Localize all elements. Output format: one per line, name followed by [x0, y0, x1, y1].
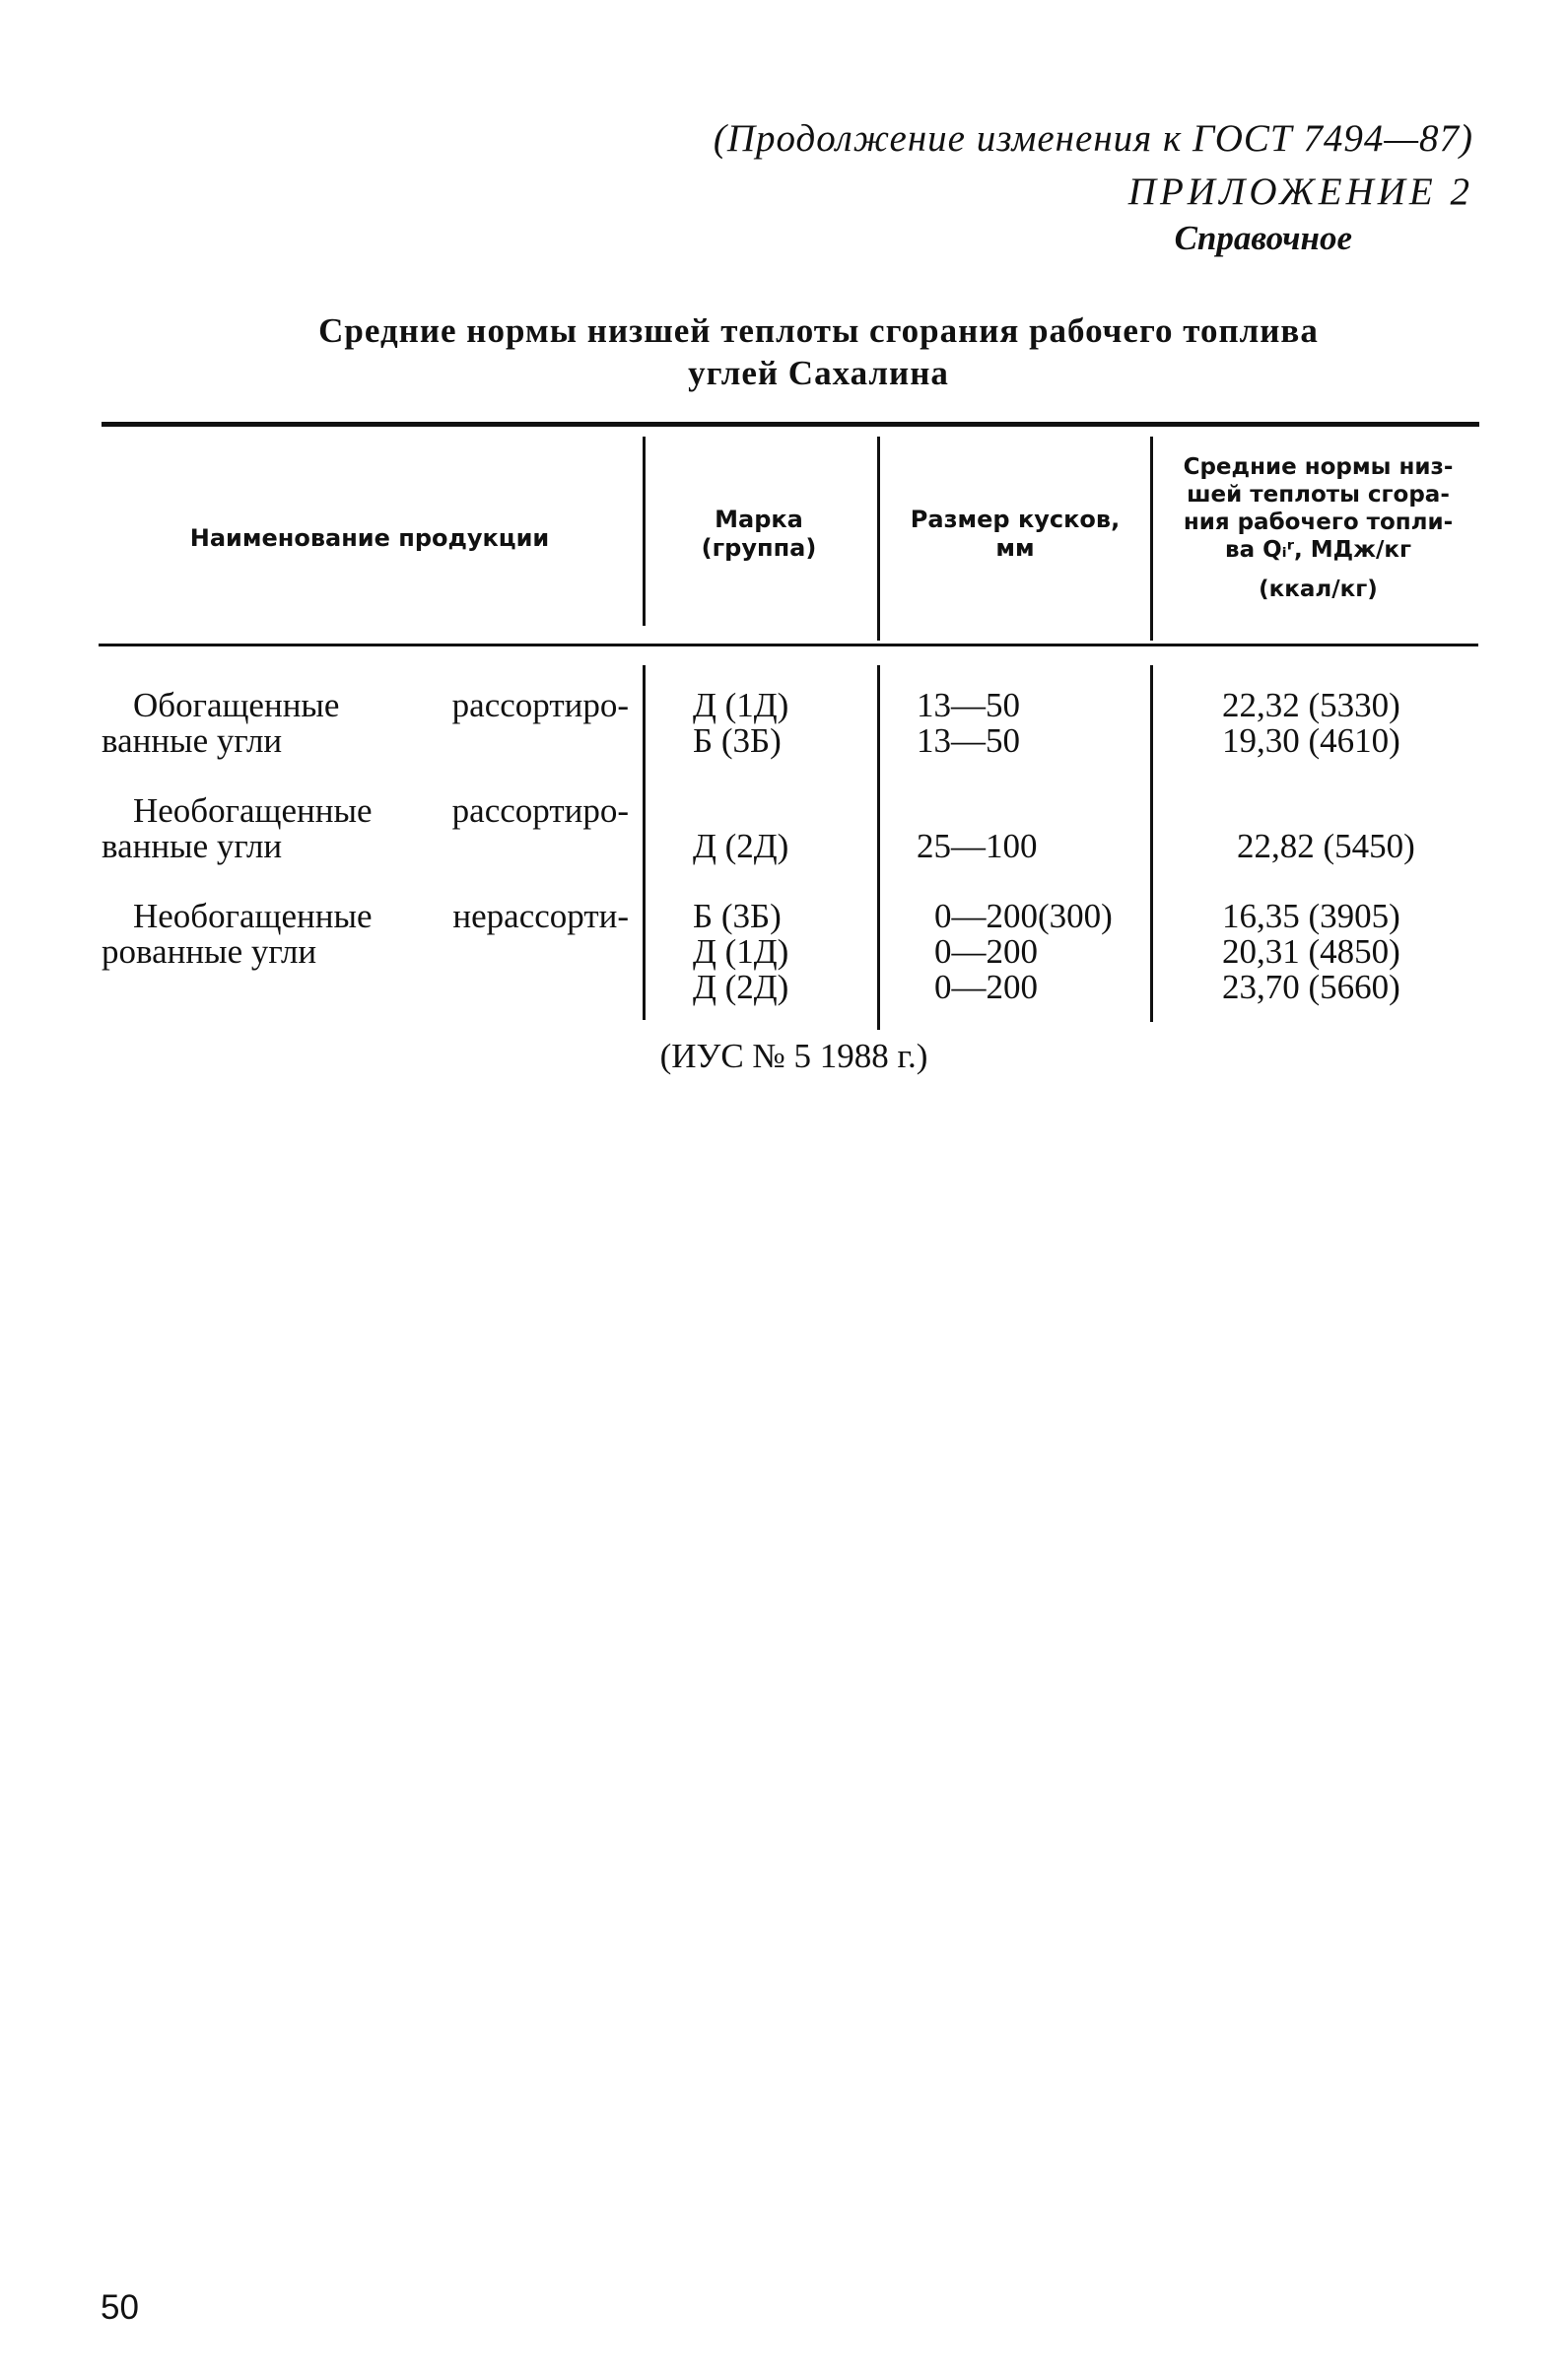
grade-value: Д (1Д) [693, 686, 789, 724]
grade-value: Д (2Д) [693, 827, 789, 865]
product-name-2-word-a: Необогащенные [133, 791, 373, 830]
table-header-rule [99, 644, 1478, 646]
grade-cell-2 [693, 829, 788, 864]
appendix-label: ПРИЛОЖЕНИЕ 2 [1127, 170, 1473, 213]
product-name-3-word-a: Необогащенные [133, 897, 373, 935]
size-value: 0—200 [934, 932, 1038, 971]
grade-cell-1 [693, 688, 788, 759]
size-value: 25—100 [917, 827, 1038, 865]
continuation-header: (Продолжение изменения к ГОСТ 7494—87) [713, 117, 1473, 160]
col-header-product-text: Наименование продукции [189, 524, 550, 552]
size-cell-3 [934, 899, 1113, 1005]
heat-value: 20,31 (4850) [1222, 932, 1400, 971]
table-top-rule [102, 422, 1479, 427]
heat-cell-2 [1237, 829, 1415, 864]
product-name-1-word-a: Обогащенные [133, 686, 340, 724]
table-title-line-1: Средние нормы низшей теплоты сгорания рабочего топлива [318, 311, 1319, 350]
product-name-1 [102, 688, 629, 759]
size-value: 0—200 [934, 968, 1038, 1006]
body-divider-2 [877, 665, 880, 1030]
size-cell-1 [917, 688, 1020, 759]
body-divider-3 [1150, 665, 1153, 1022]
grade-cell-3 [693, 899, 788, 1005]
col-header-heat-value [1158, 453, 1478, 603]
col-header-size-line-1: Размер кусков, [910, 506, 1121, 533]
size-value: 13—50 [917, 721, 1020, 760]
product-name-1-word-b: рассортиро- [451, 686, 629, 724]
size-value: 0—200(300) [934, 897, 1113, 935]
col-header-grade-line-1: Марка [715, 506, 803, 533]
col-header-heat-line-5: (ккал/кг) [1259, 577, 1378, 602]
size-value: 13—50 [917, 686, 1020, 724]
header-divider-3 [1150, 437, 1153, 641]
table-title-line-2: углей Сахалина [688, 354, 949, 392]
product-name-3 [102, 899, 629, 970]
grade-value: Б (3Б) [693, 721, 782, 760]
col-header-grade-line-2: (группа) [701, 534, 817, 562]
heat-cell-3 [1222, 899, 1400, 1005]
body-divider-1 [643, 665, 646, 1020]
source-note: (ИУС № 5 1988 г.) [659, 1037, 928, 1075]
product-name-2-line-2: ванные угли [102, 827, 283, 865]
grade-value: Д (1Д) [693, 932, 789, 971]
col-header-heat-line-4: ва Qᵢʳ, МДж/кг [1225, 537, 1411, 563]
col-header-grade [646, 506, 872, 563]
heat-value: 16,35 (3905) [1222, 897, 1400, 935]
grade-value: Д (2Д) [693, 968, 789, 1006]
product-name-3-word-b: нерассорти- [452, 897, 629, 935]
col-header-size [882, 506, 1148, 563]
page-number: 50 [101, 2288, 139, 2327]
col-header-product [99, 524, 641, 553]
size-cell-2 [917, 829, 1038, 864]
heat-value: 23,70 (5660) [1222, 968, 1400, 1006]
product-name-1-line-2: ванные угли [102, 721, 283, 760]
col-header-heat-line-2: шей теплоты сгора- [1187, 482, 1450, 508]
appendix-type: Справочное [1174, 219, 1352, 257]
heat-cell-1 [1222, 688, 1400, 759]
heat-value: 19,30 (4610) [1222, 721, 1400, 760]
product-name-2-word-b: рассортиро- [451, 791, 629, 830]
col-header-heat-line-3: ния рабочего топли- [1183, 509, 1454, 535]
grade-value: Б (3Б) [693, 897, 782, 935]
col-header-heat-line-1: Средние нормы низ- [1183, 454, 1454, 480]
heat-value: 22,82 (5450) [1237, 827, 1415, 865]
header-divider-2 [877, 437, 880, 641]
heat-value: 22,32 (5330) [1222, 686, 1400, 724]
product-name-3-line-2: рованные угли [102, 932, 317, 971]
col-header-size-line-2: мм [995, 534, 1035, 562]
product-name-2 [102, 793, 629, 864]
